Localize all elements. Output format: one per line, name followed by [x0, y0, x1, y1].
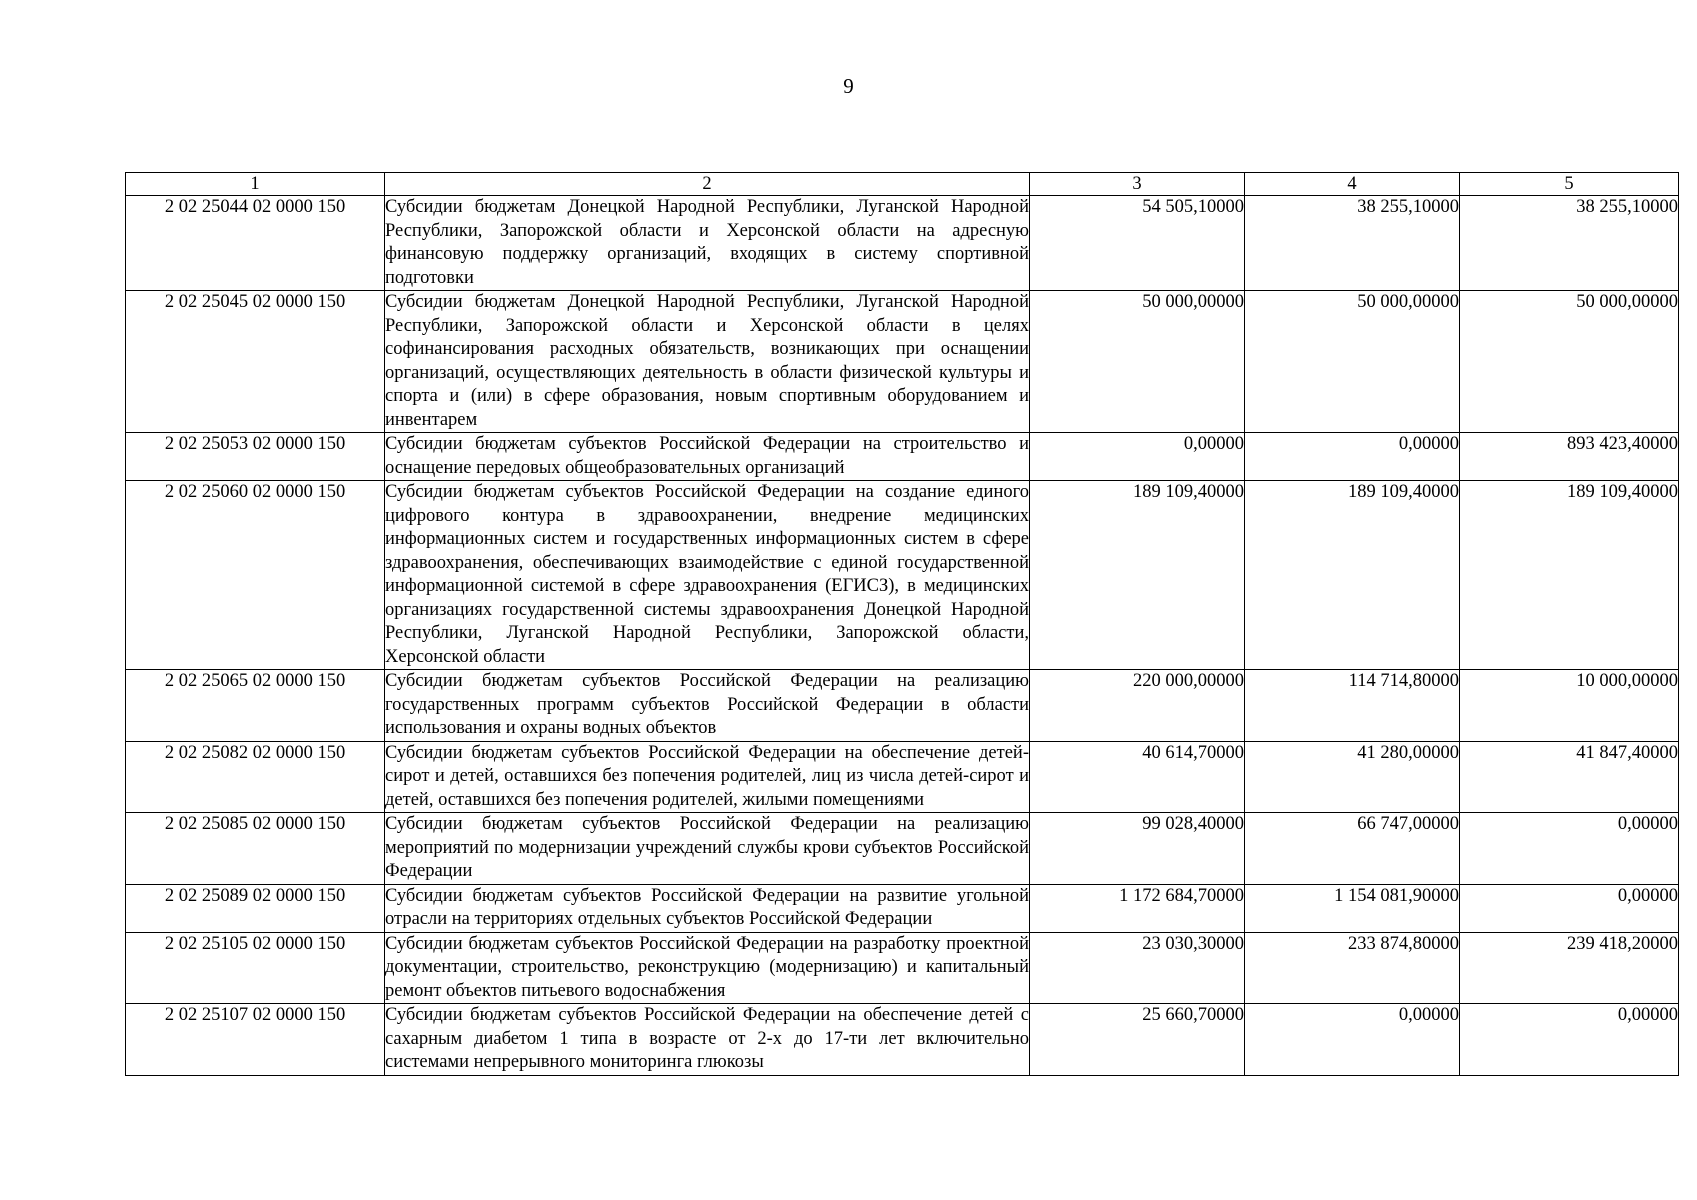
amount-col-4: 114 714,80000	[1245, 670, 1460, 742]
row-description: Субсидии бюджетам Донецкой Народной Республики, Луганской Народной Республики, Запорожской области и Херсонской области на адресную финансовую поддержку организаций, входящих в систему спортивной подготовки	[385, 196, 1030, 291]
amount-col-5: 41 847,40000	[1460, 741, 1679, 813]
row-description: Субсидии бюджетам субъектов Российской Федерации на развитие угольной отрасли на территориях отдельных субъектов Российской Федерации	[385, 884, 1030, 932]
budget-code: 2 02 25085 02 0000 150	[126, 813, 385, 885]
budget-code: 2 02 25105 02 0000 150	[126, 932, 385, 1004]
amount-col-5: 0,00000	[1460, 1004, 1679, 1076]
amount-col-3: 23 030,30000	[1030, 932, 1245, 1004]
amount-col-4: 189 109,40000	[1245, 481, 1460, 670]
amount-col-4: 38 255,10000	[1245, 196, 1460, 291]
header-col-5: 5	[1460, 173, 1679, 196]
amount-col-5: 893 423,40000	[1460, 433, 1679, 481]
budget-code: 2 02 25060 02 0000 150	[126, 481, 385, 670]
amount-col-4: 233 874,80000	[1245, 932, 1460, 1004]
amount-col-3: 99 028,40000	[1030, 813, 1245, 885]
budget-table	[125, 172, 1679, 1076]
amount-col-3: 25 660,70000	[1030, 1004, 1245, 1076]
amount-col-5: 10 000,00000	[1460, 670, 1679, 742]
header-col-1: 1	[126, 173, 385, 196]
header-row	[126, 173, 1679, 196]
header-col-2: 2	[385, 173, 1030, 196]
budget-code: 2 02 25107 02 0000 150	[126, 1004, 385, 1076]
budget-code: 2 02 25065 02 0000 150	[126, 670, 385, 742]
amount-col-4: 1 154 081,90000	[1245, 884, 1460, 932]
table-row	[126, 433, 1679, 481]
amount-col-5: 189 109,40000	[1460, 481, 1679, 670]
amount-col-4: 50 000,00000	[1245, 291, 1460, 433]
amount-col-3: 54 505,10000	[1030, 196, 1245, 291]
row-description: Субсидии бюджетам субъектов Российской Федерации на обеспечение детей с сахарным диабетом 1 типа в возрасте от 2-х до 17-ти лет включительно системами непрерывного мониторинга глюкозы	[385, 1004, 1030, 1076]
table-row	[126, 670, 1679, 742]
row-description: Субсидии бюджетам субъектов Российской Федерации на обеспечение детей-сирот и детей, оставшихся без попечения родителей, лиц из числа детей-сирот и детей, оставшихся без попечения родителей, жилыми помещениями	[385, 741, 1030, 813]
amount-col-5: 239 418,20000	[1460, 932, 1679, 1004]
amount-col-5: 50 000,00000	[1460, 291, 1679, 433]
budget-code: 2 02 25053 02 0000 150	[126, 433, 385, 481]
table-row	[126, 741, 1679, 813]
amount-col-3: 220 000,00000	[1030, 670, 1245, 742]
budget-code: 2 02 25044 02 0000 150	[126, 196, 385, 291]
amount-col-3: 40 614,70000	[1030, 741, 1245, 813]
table-row	[126, 884, 1679, 932]
table-row	[126, 1004, 1679, 1076]
table-row	[126, 813, 1679, 885]
budget-code: 2 02 25089 02 0000 150	[126, 884, 385, 932]
amount-col-4: 0,00000	[1245, 1004, 1460, 1076]
row-description: Субсидии бюджетам субъектов Российской Федерации на создание единого цифрового контура в здравоохранении, внедрение медицинских информационных систем и государственных информационных систем в сфере здравоохранения, обеспечивающих взаимодействие с единой государственной информационной системой в сфере здравоохранения (ЕГИСЗ), в медицинских организациях государственной системы здравоохранения Донецкой Народной Республики, Луганской Народной Республики, Запорожской области, Херсонской области	[385, 481, 1030, 670]
row-description: Субсидии бюджетам субъектов Российской Федерации на строительство и оснащение передовых общеобразовательных организаций	[385, 433, 1030, 481]
row-description: Субсидии бюджетам Донецкой Народной Республики, Луганской Народной Республики, Запорожской области и Херсонской области в целях софинансирования расходных обязательств, возникающих при оснащении организаций, осуществляющих деятельность в области физической культуры и спорта и (или) в сфере образования, новым спортивным оборудованием и инвентарем	[385, 291, 1030, 433]
row-description: Субсидии бюджетам субъектов Российской Федерации на реализацию мероприятий по модернизации учреждений службы крови субъектов Российской Федерации	[385, 813, 1030, 885]
amount-col-3: 0,00000	[1030, 433, 1245, 481]
budget-code: 2 02 25045 02 0000 150	[126, 291, 385, 433]
amount-col-4: 66 747,00000	[1245, 813, 1460, 885]
table-row	[126, 196, 1679, 291]
amount-col-3: 189 109,40000	[1030, 481, 1245, 670]
amount-col-5: 0,00000	[1460, 884, 1679, 932]
amount-col-4: 41 280,00000	[1245, 741, 1460, 813]
amount-col-5: 0,00000	[1460, 813, 1679, 885]
header-col-4: 4	[1245, 173, 1460, 196]
row-description: Субсидии бюджетам субъектов Российской Федерации на реализацию государственных программ субъектов Российской Федерации в области использования и охраны водных объектов	[385, 670, 1030, 742]
page-number: 9	[843, 74, 854, 98]
table-row	[126, 481, 1679, 670]
amount-col-4: 0,00000	[1245, 433, 1460, 481]
row-description: Субсидии бюджетам субъектов Российской Федерации на разработку проектной документации, строительство, реконструкцию (модернизацию) и капитальный ремонт объектов питьевого водоснабжения	[385, 932, 1030, 1004]
amount-col-3: 50 000,00000	[1030, 291, 1245, 433]
table-row	[126, 291, 1679, 433]
amount-col-3: 1 172 684,70000	[1030, 884, 1245, 932]
header-col-3: 3	[1030, 173, 1245, 196]
amount-col-5: 38 255,10000	[1460, 196, 1679, 291]
budget-code: 2 02 25082 02 0000 150	[126, 741, 385, 813]
table-row	[126, 932, 1679, 1004]
